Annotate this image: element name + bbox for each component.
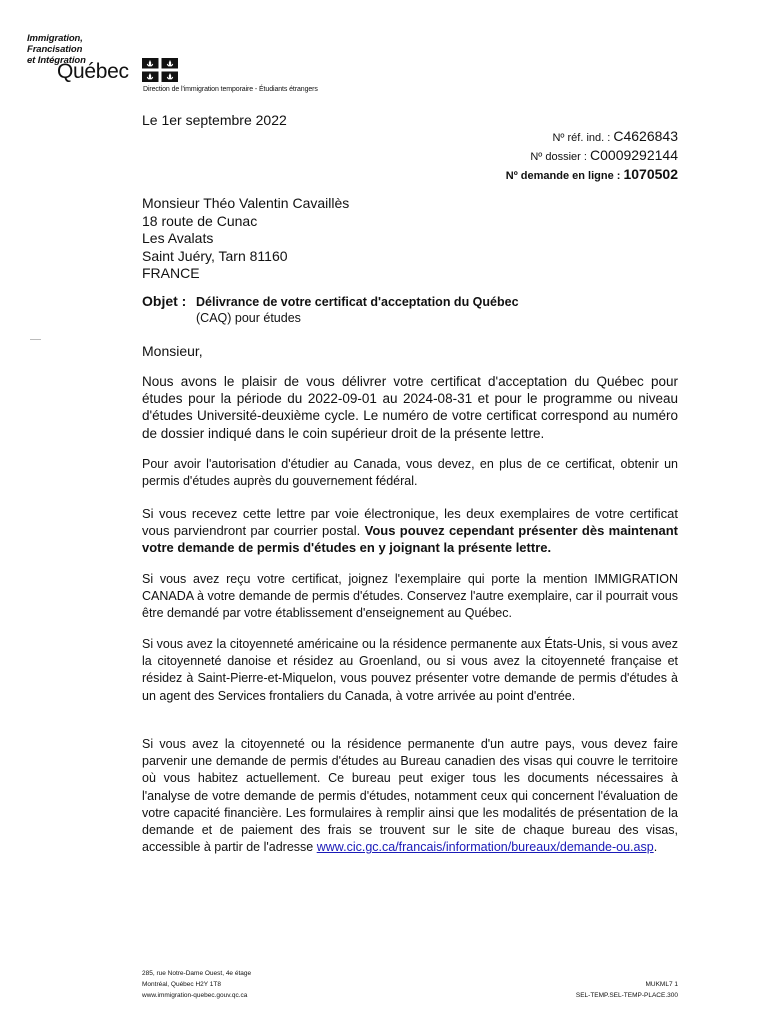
demande-line xyxy=(506,166,678,185)
subject-label: Objet : xyxy=(142,293,187,309)
subject-line-1: Délivrance de votre certificat d'acceptation du Québec xyxy=(196,295,519,309)
ministry-line: et Intégration xyxy=(27,55,86,66)
recipient-city: Saint Juéry, Tarn 81160 xyxy=(142,247,288,264)
dossier-line xyxy=(506,147,678,166)
letter-date: Le 1er septembre 2022 xyxy=(142,112,287,128)
paragraph-certificate: Nous avons le plaisir de vous délivrer votre certificat d'acceptation du Québec pour études pour la période du 2022-09-01 au 2024-08-31 et pour le programme ou niveau d'études Université-deuxième cycle. Le numéro de votre certificat correspond au numéro de dossier indiqué dans le coin supérieur droit de la présente lettre. xyxy=(142,374,678,441)
visa-offices-link[interactable]: www.cic.gc.ca/francais/information/bureaux/demande-ou.asp xyxy=(316,840,654,855)
paragraph-other-countries-text: Si vous avez la citoyenneté ou la résidence permanente d'un autre pays, vous devez faire parvenir une demande de permis d'études au Bureau canadien des visas qui couvre le territoire où vous habitez actuellement. Ce bureau peut exiger tous les documents nécessaires à l'analyse de votre demande de permis d'études, notamment ceux qui concernent l'évaluation de votre capacité financière. Les formulaires à remplir ainsi que les modalités de présentation de la demande et de paiement des frais se trouvent sur le site de chaque bureau des visas, accessible à partir de l'adresse xyxy=(142,737,678,855)
margin-mark xyxy=(30,339,41,340)
salutation: Monsieur, xyxy=(142,343,203,359)
paragraph-period: . xyxy=(653,840,658,855)
ref-label: Nº réf. ind. : xyxy=(552,132,611,144)
footer-codes xyxy=(576,979,678,1001)
ref-value: C4626843 xyxy=(613,128,678,144)
footer-address xyxy=(142,968,251,1001)
paragraph-study-permit: Pour avoir l'autorisation d'étudier au Canada, vous devez, en plus de ce certificat, obtenir un permis d'études auprès du gouvernement fédéral. xyxy=(142,457,678,489)
dossier-label: Nº dossier : xyxy=(530,151,587,163)
paragraph-received-certificate: Si vous avez reçu votre certificat, joignez l'exemplaire qui porte la mention IMMIGRATION CANADA à votre demande de permis d'études. Conservez l'autre exemplaire, car il pourrait vous être demandé par votre établissement d'enseignement au Québec. xyxy=(142,572,678,621)
footer-code-1: MUKML7 1 xyxy=(645,981,678,988)
subject-text xyxy=(196,294,519,326)
recipient-address xyxy=(142,195,349,283)
footer-address-line-1: 285, rue Notre-Dame Ouest, 4e étage xyxy=(142,970,252,977)
paragraph-electronic-emphasis: Vous pouvez cependant présenter dès maintenant votre demande de permis d'études en y joignant la présente lettre. xyxy=(142,523,678,556)
ref-line xyxy=(506,128,678,147)
recipient-street: 18 route de Cunac xyxy=(142,212,258,229)
reference-block xyxy=(506,128,678,185)
demande-value: 1070502 xyxy=(623,166,678,182)
quebec-flag-icon xyxy=(142,58,178,82)
subject-line-2: (CAQ) pour études xyxy=(196,311,301,325)
ministry-line: Francisation xyxy=(27,44,83,55)
paragraph-other-countries xyxy=(142,736,678,856)
recipient-country: FRANCE xyxy=(142,265,200,281)
demande-label: Nº demande en ligne : xyxy=(505,170,621,182)
footer-code-2: SEL-TEMP.SEL-TEMP-PLACE.300 xyxy=(575,992,678,999)
ministry-line: Immigration, xyxy=(27,33,83,44)
paragraph-electronic xyxy=(142,505,678,557)
paragraph-electronic-text: Si vous recevez cette lettre par voie électronique, les deux exemplaires de votre certificat vous parviendront par courrier postal. xyxy=(142,506,678,539)
footer-address-line-2: Montréal, Québec H2Y 1T8 xyxy=(142,981,222,988)
paragraph-us-residents: Si vous avez la citoyenneté américaine ou la résidence permanente aux États-Unis, si vous avez la citoyenneté danoise et résidez au Groenland, ou si vous avez la citoyenneté française et résidez à Saint-Pierre-et-Miquelon, vous pouvez présenter votre demande de permis d'études à un agent des Services frontaliers du Canada, à votre arrivée au point d'entrée. xyxy=(142,637,678,703)
quebec-wordmark: Québec xyxy=(57,60,129,83)
recipient-locality: Les Avalats xyxy=(142,230,214,246)
recipient-name: Monsieur Théo Valentin Cavaillès xyxy=(142,195,350,211)
footer-website: www.immigration-quebec.gouv.qc.ca xyxy=(142,992,248,999)
dossier-value: C0009292144 xyxy=(590,147,678,163)
department-direction: Direction de l'immigration temporaire - Étudiants étrangers xyxy=(143,86,318,93)
